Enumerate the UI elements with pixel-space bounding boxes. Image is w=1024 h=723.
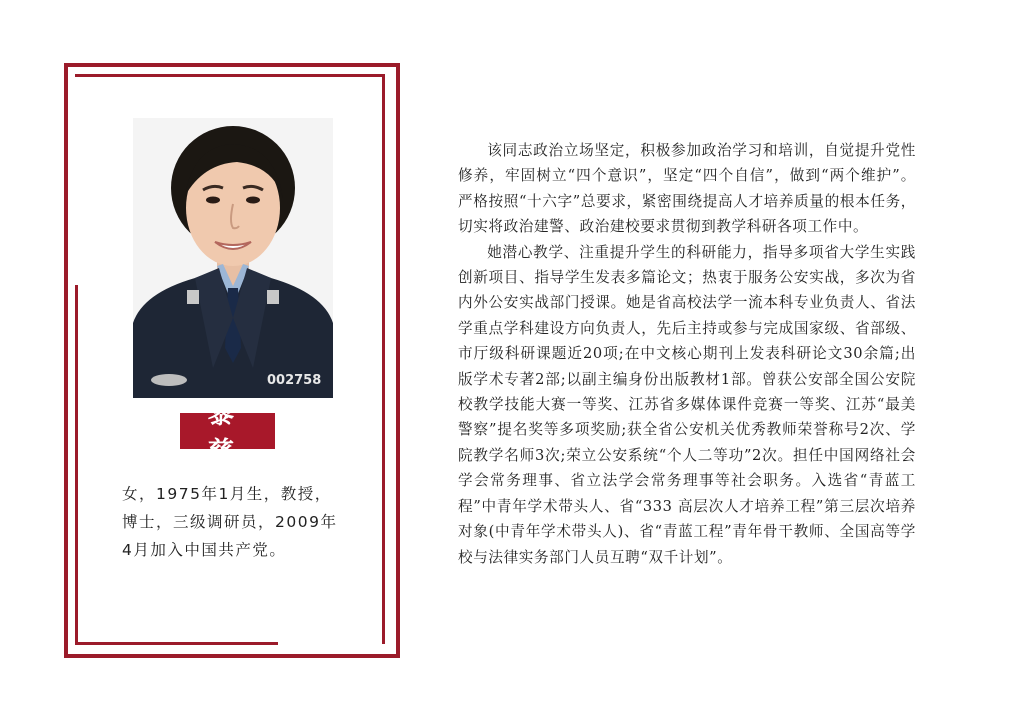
badge-number: 002758: [267, 373, 322, 388]
frame-inner-right-line: [382, 74, 385, 644]
frame-right-line: [396, 63, 400, 658]
frame-inner-top-line: [75, 74, 385, 77]
name-plate: 黎 慈: [180, 413, 275, 449]
bio-paragraph: 她潜心教学、注重提升学生的科研能力，指导多项省大学生实践创新项目、指导学生发表多篇论文；热衷于服务公安实战，多次为省内外公安实战部门授课。她是省高校法学一流本科专业负责人、省法学重点学科建设方向负责人，先后主持或参与完成国家级、省部级、市厅级科研课题近20项;在中文核心期刊上发表科研论文30余篇;出版学术专著2部;以副主编身份出版教材1部。曾获公安部全国公安院校教学技能大赛一等奖、江苏省多媒体课件竞赛一等奖、江苏“最美警察”提名奖等多项奖励;获全省公安机关优秀教师荣誉称号2次、学院教学名师3次;荣立公安系统“个人二等功”2次。担任中国网络社会学会常务理事、省立法学会常务理事等社会职务。入选省“青蓝工程”中青年学术带头人、省“333 高层次人才培养工程”第三层次培养对象(中青年学术带头人)、省“青蓝工程”青年骨干教师、全国高等学校与法律实务部门人员互聘“双千计划”。: [458, 243, 916, 566]
frame-bottom-line: [64, 654, 400, 658]
frame-top-line: [64, 63, 400, 67]
frame-inner-bottom-line: [78, 642, 278, 645]
bio-paragraph: 该同志政治立场坚定，积极参加政治学习和培训，自觉提升党性修养，牢固树立“四个意识”，坚定“四个自信”，做到“两个维护”。严格按照“十六字”总要求，紧密围绕提高人才培养质量的根本任务，切实将政治建警、政治建校要求贯彻到教学科研各项工作中。: [458, 142, 916, 236]
biography: [458, 138, 916, 570]
frame-inner-left-line: [75, 285, 78, 645]
portrait-photo: [133, 118, 333, 398]
frame-left-line: [64, 63, 68, 658]
profile-summary: 女，1975年1月生，教授，博士，三级调研员，2009年4月加入中国共产党。: [122, 485, 338, 559]
